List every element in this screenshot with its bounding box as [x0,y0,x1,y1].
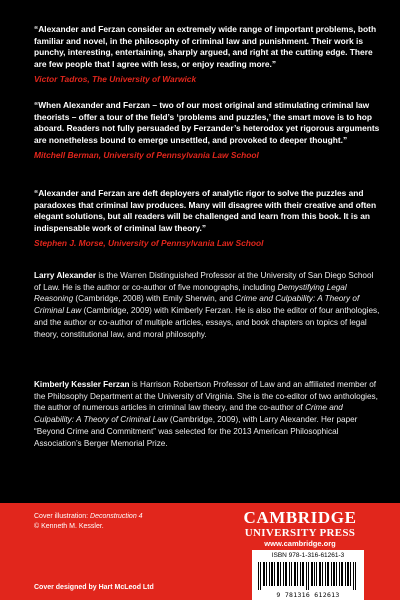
quote-tadros [34,24,380,85]
bio-text: is Harrison Robertson Professor of Law and an affiliated member of the Philosophy Department at the University of Virginia. She is the co-editor of two anthologies, the author of numerous articles in criminal law theory, and the co-author of [34,380,378,413]
bio-text: (Cambridge, 2009) with Kimberly Ferzan. He is also the editor of four anthologies, and the author or co-author of multiple articles, essays, and book chapters on topics of legal theory, constitutional law, and moral philosophy. [34,306,380,339]
bio-text: (Cambridge, 2008) with Emily Sherwin, and [73,294,236,304]
copyright-line: © Kenneth M. Kessler. [34,523,104,530]
quote-berman [34,100,380,161]
quote-attribution: Stephen J. Morse, University of Pennsylvania Law School [34,237,264,248]
book-title: Crime and Culpability: A Theory of Criminal Law [34,403,343,425]
isbn-label: ISBN 978-1-316-61261-3 [271,552,345,559]
author-name: Kimberly Kessler Ferzan [34,380,130,389]
quote-text: “When Alexander and Ferzan – two of our most original and stimulating criminal law theorists – offer a tour of the field’s ‘problems and puzzles,’ the smart move is to hop aboard. Readers not fully persuaded by Ferzander’s heterodox yet rigorous arguments are nonetheless bound to emerge unsettled, and provoked to deeper thought.” [34,100,380,146]
bio-text: is the Warren Distinguished Professor at the University of San Diego School of Law. He is the author or co-author of five monographs, including [34,271,374,292]
quote-text: “Alexander and Ferzan are deft deployers of analytic rigor to solve the puzzles and paradoxes that criminal law produces. Many will disagree with their creative and often elegant solutions, but all readers will be challenged and learn from this book. It is an indispensable work of criminal law theory.” [34,188,377,234]
book-title: Demystifying Legal Reasoning [34,282,347,304]
illustration-title: Deconstruction 4 [90,513,143,520]
bio-text: (Cambridge, 2009), with Larry Alexander. Her paper “Beyond Crime and Commitment” was selected for the 2013 American Philosophical Association’s Berger Memorial Prize. [34,415,358,448]
cover-illustration-credit: Cover illustration: Deconstruction 4 [34,513,143,520]
cambridge-logo [234,509,366,549]
author-name: Larry Alexander [34,271,97,280]
author-bio-ferzan [34,379,380,449]
publisher-url: www.cambridge.org [264,539,336,548]
quote-morse [34,188,380,249]
book-title: Crime and Culpability: A Theory of Criminal Law [34,294,360,316]
publisher-name: CAMBRIDGE [243,508,357,527]
barcode-digits: 9 781316 612613 [276,591,340,599]
quote-attribution: Victor Tadros, The University of Warwick [34,73,197,84]
quote-attribution: Mitchell Berman, University of Pennsylvania Law School [34,149,259,160]
publisher-band [0,503,400,600]
barcode-bars-icon [258,562,358,590]
quote-text: “Alexander and Ferzan consider an extremely wide range of important problems, both familiar and novel, in the philosophy of criminal law and punishment. Their work is punchy, interesting, entertaining, sharply argued, and right at the cutting edge. There are few people that I agree with less, or enjoy reading more.” [34,24,377,70]
barcode [252,550,364,600]
publisher-subtitle: UNIVERSITY PRESS [244,527,356,539]
designer-credit: Cover designed by Hart McLeod Ltd [34,584,154,591]
author-bio-alexander [34,270,380,340]
